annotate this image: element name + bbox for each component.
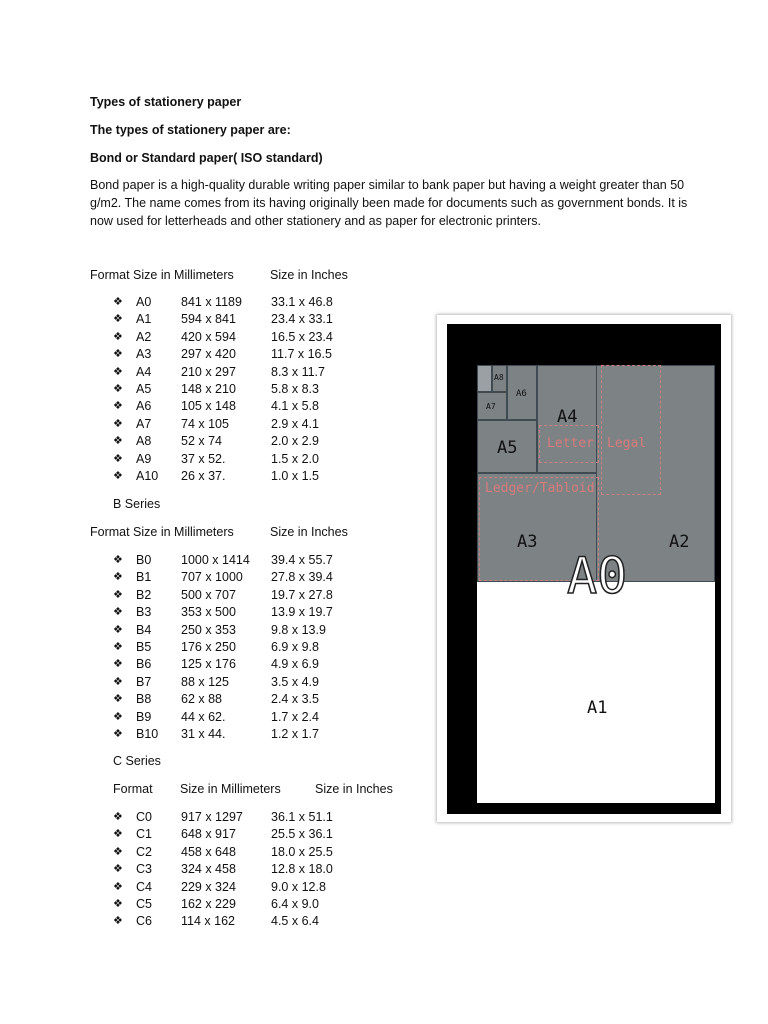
size-mm: 420 x 594: [181, 329, 236, 344]
size-inches: 9.8 x 13.9: [271, 622, 326, 637]
size-inches: 4.5 x 6.4: [271, 914, 319, 929]
size-inches: 9.0 x 12.8: [271, 879, 326, 894]
size-mm: 74 x 105: [181, 416, 229, 431]
list-item: [113, 845, 373, 862]
a0-label: A0: [567, 547, 628, 605]
size-inches: 13.9 x 19.7: [271, 605, 333, 620]
list-item: [113, 897, 373, 914]
bullet-icon: ❖: [113, 863, 123, 876]
list-item: [113, 399, 373, 416]
bullet-icon: ❖: [113, 915, 123, 928]
list-item: [113, 365, 373, 382]
a4-label: A4: [557, 407, 578, 427]
bullet-icon: ❖: [113, 554, 123, 566]
a3-label: A3: [517, 532, 538, 552]
format-label: B9: [136, 709, 152, 724]
bullet-icon: ❖: [113, 640, 123, 653]
b-series-header-format: Format Size in Millimeters: [90, 525, 234, 539]
description-paragraph: Bond paper is a high-quality durable writing paper similar to bank paper but having a weight greater than 50 g/m2. The name comes from its having originally been made for documents such as government bonds. It is now used for letterheads and other stationery and as paper for electronic printers.: [90, 178, 688, 228]
size-inches: 1.7 x 2.4: [271, 709, 319, 724]
a-series-header-format: Format Size in Millimeters: [90, 268, 234, 282]
size-mm: 125 x 176: [181, 657, 236, 672]
size-inches: 6.4 x 9.0: [271, 896, 319, 911]
size-mm: 250 x 353: [181, 622, 236, 637]
bullet-icon: ❖: [113, 435, 123, 448]
size-inches: 19.7 x 27.8: [271, 587, 333, 602]
size-inches: 1.5 x 2.0: [271, 451, 319, 466]
list-item: [113, 640, 373, 657]
format-label: B8: [136, 692, 152, 707]
c-series-header-format: Format: [113, 782, 153, 796]
letter-label: Letter: [547, 436, 594, 451]
size-inches: 6.9 x 9.8: [271, 639, 319, 654]
size-mm: 917 x 1297: [181, 810, 243, 824]
bullet-icon: ❖: [113, 675, 123, 688]
list-item: [113, 417, 373, 434]
bullet-icon: ❖: [113, 571, 123, 584]
size-inches: 16.5 x 23.4: [271, 329, 333, 344]
format-label: B1: [136, 570, 152, 585]
list-item: [113, 434, 373, 451]
size-mm: 353 x 500: [181, 605, 236, 620]
ledger-label: Ledger/Tabloid: [485, 481, 595, 496]
format-label: A8: [136, 434, 152, 449]
bullet-icon: ❖: [113, 469, 123, 482]
list-item: [113, 880, 373, 897]
list-item: [113, 382, 373, 399]
size-mm: 1000 x 1414: [181, 553, 250, 567]
bullet-icon: ❖: [113, 452, 123, 465]
size-inches: 18.0 x 25.5: [271, 844, 333, 859]
format-label: A0: [136, 295, 152, 309]
size-inches: 23.4 x 33.1: [271, 312, 333, 327]
bullet-icon: ❖: [113, 296, 123, 308]
bullet-icon: ❖: [113, 313, 123, 326]
format-label: A9: [136, 451, 152, 466]
size-mm: 500 x 707: [181, 587, 236, 602]
size-mm: 594 x 841: [181, 312, 236, 327]
format-label: B0: [136, 553, 152, 567]
list-item: [113, 330, 373, 347]
legal-label: Legal: [607, 436, 647, 451]
bullet-icon: ❖: [113, 693, 123, 706]
format-label: C4: [136, 879, 152, 894]
size-inches: 4.1 x 5.8: [271, 399, 319, 414]
format-label: B3: [136, 605, 152, 620]
a-series-header-inches: Size in Inches: [270, 268, 348, 282]
list-item: [113, 862, 373, 879]
bullet-icon: ❖: [113, 606, 123, 619]
format-label: C5: [136, 896, 152, 911]
bullet-icon: ❖: [113, 400, 123, 413]
section-heading: Bond or Standard paper( ISO standard): [90, 151, 323, 165]
size-inches: 12.8 x 18.0: [271, 862, 333, 877]
format-label: C1: [136, 827, 152, 842]
legal-outline: [601, 365, 661, 495]
size-mm: 62 x 88: [181, 692, 223, 707]
list-item: [113, 692, 373, 709]
b-series-header-inches: Size in Inches: [270, 525, 348, 539]
size-mm: 229 x 324: [181, 879, 236, 894]
format-label: C3: [136, 862, 152, 877]
size-mm: 26 x 37.: [181, 468, 226, 483]
a8-label: A8: [494, 373, 504, 382]
list-item: [113, 657, 373, 674]
size-mm: 297 x 420: [181, 347, 236, 362]
a9-box: [477, 365, 492, 392]
bullet-icon: ❖: [113, 658, 123, 671]
bullet-icon: ❖: [113, 811, 123, 823]
size-inches: 3.5 x 4.9: [271, 674, 319, 689]
size-inches: 5.8 x 8.3: [271, 381, 319, 396]
list-item: [113, 605, 373, 622]
size-mm: 162 x 229: [181, 896, 236, 911]
a7-label: A7: [486, 402, 496, 411]
size-inches: 2.4 x 3.5: [271, 692, 319, 707]
size-mm: 44 x 62.: [181, 709, 226, 724]
b-series-list: [113, 553, 373, 744]
list-item: [113, 452, 373, 469]
list-item: [113, 727, 373, 744]
bullet-icon: ❖: [113, 897, 123, 910]
size-mm: 88 x 125: [181, 674, 229, 689]
list-item: [113, 827, 373, 844]
bullet-icon: ❖: [113, 727, 123, 740]
list-item: [113, 469, 373, 486]
size-inches: 36.1 x 51.1: [271, 810, 333, 824]
a2-label: A2: [669, 532, 690, 552]
list-item: [113, 710, 373, 727]
bullet-icon: ❖: [113, 330, 123, 343]
c-series-list: [113, 810, 373, 932]
size-inches: 33.1 x 46.8: [271, 295, 333, 309]
list-item: [113, 347, 373, 364]
c-series-label: C Series: [113, 754, 161, 768]
format-label: B10: [136, 726, 159, 741]
format-label: A4: [136, 364, 152, 379]
size-mm: 210 x 297: [181, 364, 236, 379]
size-inches: 2.9 x 4.1: [271, 416, 319, 431]
bullet-icon: ❖: [113, 845, 123, 858]
bullet-icon: ❖: [113, 828, 123, 841]
size-mm: 31 x 44.: [181, 726, 226, 741]
size-mm: 324 x 458: [181, 862, 236, 877]
bullet-icon: ❖: [113, 417, 123, 430]
size-inches: 2.0 x 2.9: [271, 434, 319, 449]
size-mm: 37 x 52.: [181, 451, 226, 466]
c-series-header-inches: Size in Inches: [315, 782, 393, 796]
bullet-icon: ❖: [113, 588, 123, 601]
size-mm: 648 x 917: [181, 827, 236, 842]
size-mm: 148 x 210: [181, 381, 236, 396]
size-inches: 4.9 x 6.9: [271, 657, 319, 672]
size-inches: 11.7 x 16.5: [271, 347, 332, 362]
format-label: B5: [136, 639, 152, 654]
list-item: [113, 295, 373, 312]
figure-background: [447, 324, 721, 814]
size-mm: 52 x 74: [181, 434, 223, 449]
subtitle: The types of stationery paper are:: [90, 123, 291, 137]
size-mm: 105 x 148: [181, 399, 236, 414]
paper-size-figure: [437, 315, 731, 822]
b-series-label: B Series: [113, 497, 161, 511]
format-label: A5: [136, 381, 152, 396]
format-label: B6: [136, 657, 152, 672]
bullet-icon: ❖: [113, 348, 123, 361]
size-inches: 39.4 x 55.7: [271, 553, 333, 567]
format-label: C2: [136, 844, 152, 859]
list-item: [113, 312, 373, 329]
format-label: C0: [136, 810, 152, 824]
size-inches: 1.0 x 1.5: [271, 468, 319, 483]
format-label: B4: [136, 622, 152, 637]
bullet-icon: ❖: [113, 623, 123, 636]
format-label: C6: [136, 914, 152, 929]
format-label: A6: [136, 399, 152, 414]
list-item: [113, 553, 373, 570]
format-label: A7: [136, 416, 152, 431]
size-inches: 25.5 x 36.1: [271, 827, 333, 842]
bullet-icon: ❖: [113, 710, 123, 723]
a0-sheet: [477, 365, 715, 803]
format-label: B7: [136, 674, 152, 689]
c-series-header-mm: Size in Millimeters: [180, 782, 281, 796]
a5-label: A5: [497, 438, 518, 458]
format-label: B2: [136, 587, 152, 602]
a6-label: A6: [516, 389, 527, 399]
size-mm: 458 x 648: [181, 844, 236, 859]
size-inches: 27.8 x 39.4: [271, 570, 333, 585]
list-item: [113, 810, 373, 827]
size-mm: 176 x 250: [181, 639, 236, 654]
list-item: [113, 623, 373, 640]
bullet-icon: ❖: [113, 880, 123, 893]
size-inches: 8.3 x 11.7: [271, 364, 325, 379]
format-label: A2: [136, 329, 152, 344]
a1-label: A1: [587, 698, 608, 718]
format-label: A1: [136, 312, 152, 327]
size-mm: 707 x 1000: [181, 570, 243, 585]
list-item: [113, 570, 373, 587]
format-label: A3: [136, 347, 152, 362]
list-item: [113, 588, 373, 605]
bullet-icon: ❖: [113, 365, 123, 378]
size-mm: 114 x 162: [181, 914, 235, 929]
list-item: [113, 675, 373, 692]
size-mm: 841 x 1189: [181, 295, 242, 309]
size-inches: 1.2 x 1.7: [271, 726, 319, 741]
a-series-list: [113, 295, 373, 486]
bullet-icon: ❖: [113, 382, 123, 395]
page-title: Types of stationery paper: [90, 95, 242, 109]
format-label: A10: [136, 468, 159, 483]
list-item: [113, 914, 373, 931]
